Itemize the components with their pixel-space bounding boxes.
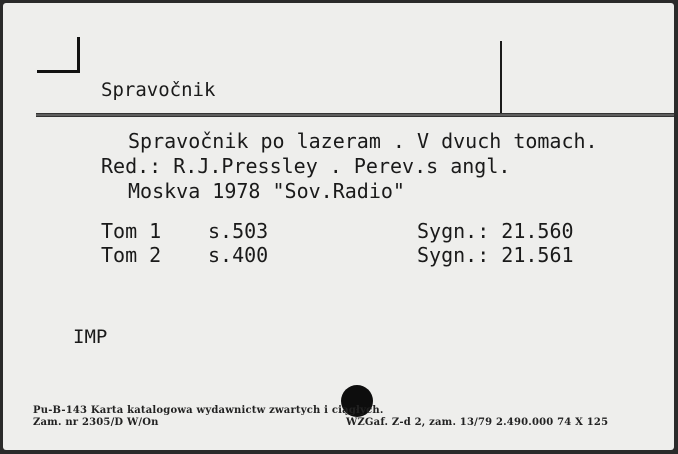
corner-mark-vertical [77,37,80,73]
volume-1-pages: s.503 [208,219,269,243]
volume-1-label: Tom 1 [101,219,162,243]
entry-editor-line: Red.: R.J.Pressley . Perev.s angl. [101,154,511,178]
footer-form-description: Pu-B-143 Karta katalogowa wydawnictw zwartych i ciągłych. [33,405,384,416]
card-header-title: Spravočnik [101,79,216,101]
volume-2-label: Tom 2 [101,243,162,267]
footer-printer-info: WZGaf. Z-d 2, zam. 13/79 2.490.000 74 X 125 [346,417,609,428]
header-divider [500,41,502,115]
stamp-code: IMP [73,326,108,348]
entry-imprint-line: Moskva 1978 "Sov.Radio" [128,179,405,203]
entry-title-line: Spravočnik po lazeram . V dvuch tomach. [128,129,598,153]
volume-2-pages: s.400 [208,243,269,267]
corner-mark-horizontal [37,70,79,73]
header-rule [36,113,674,117]
footer-order-number: Zam. nr 2305/D W/On [33,417,159,428]
volume-2-shelfmark: Sygn.: 21.561 [417,243,574,267]
catalog-card [3,3,674,450]
volume-1-shelfmark: Sygn.: 21.560 [417,219,574,243]
